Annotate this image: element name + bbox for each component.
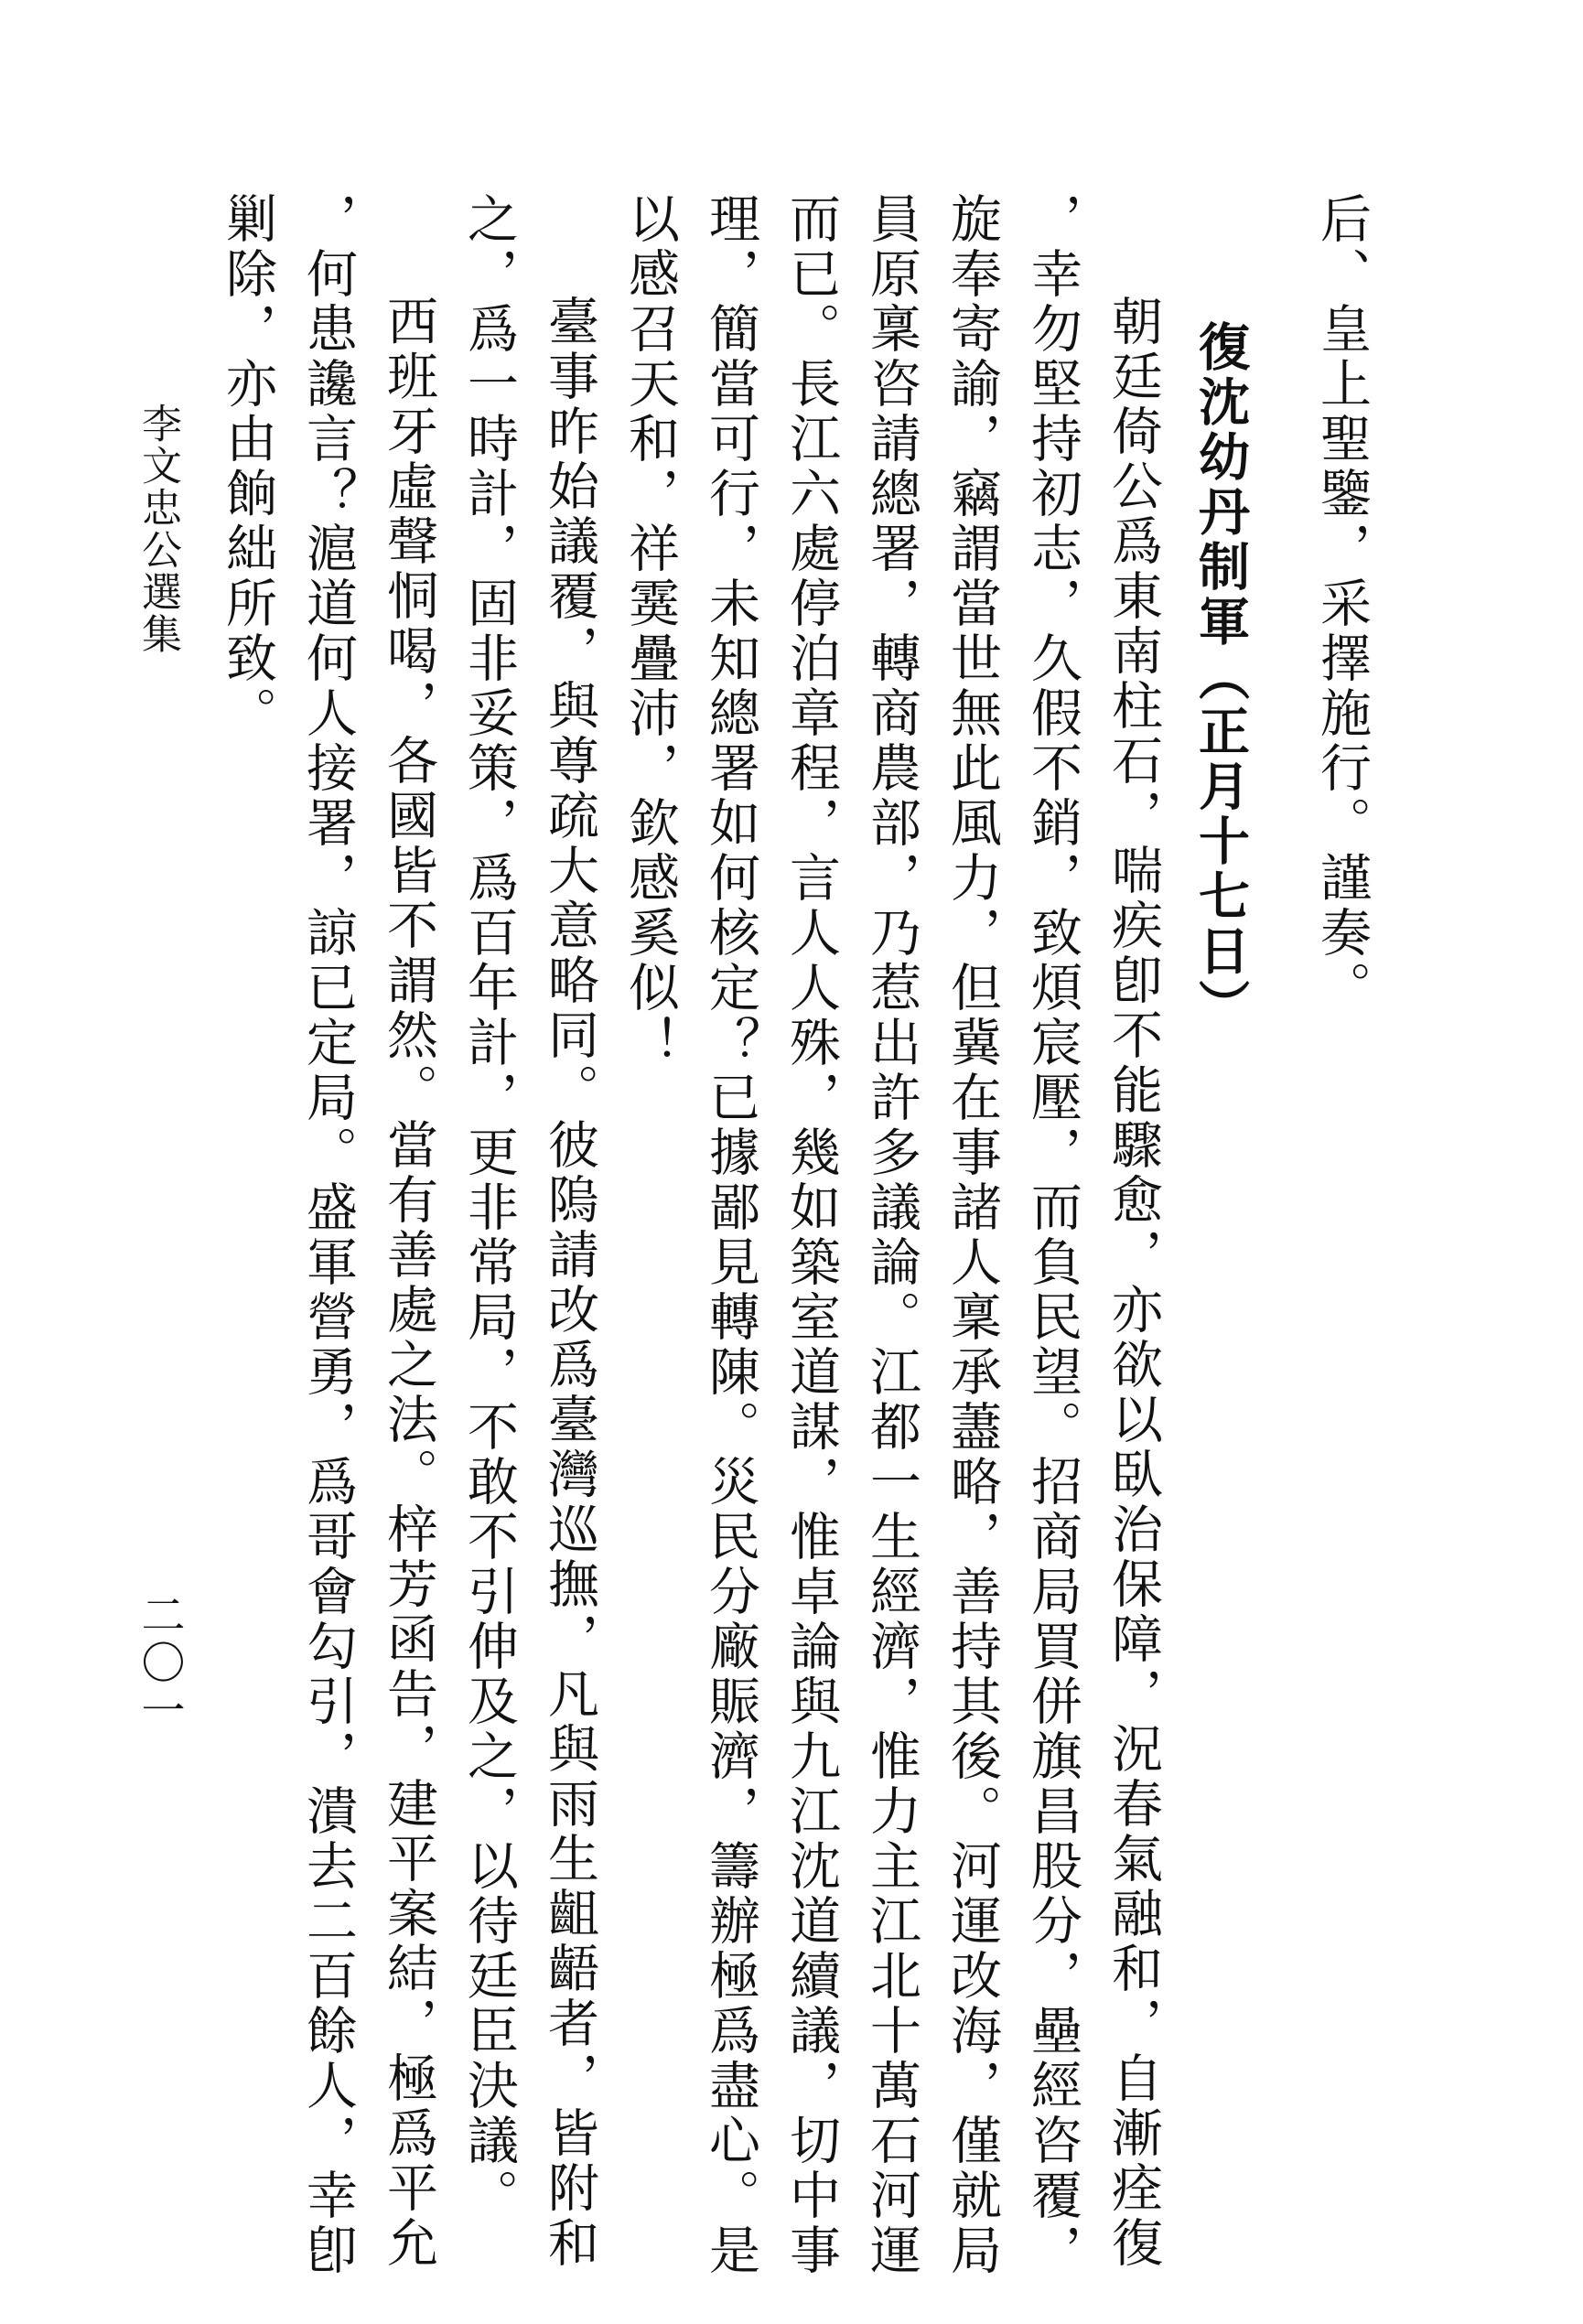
page-number: 二〇一 <box>134 1592 185 1735</box>
text-column-paragraph-start: 朝廷倚公爲東南柱石，喘疾卽不能驟愈，亦欲以臥治保障，況春氣融和，自漸痊復 <box>1104 295 1163 2271</box>
text-column: 理，簡當可行，未知總署如何核定？已據鄙見轉陳。災民分廠賑濟，籌辦極爲盡心。是 <box>701 192 760 2278</box>
text-column: 以感召天和，祥霙疊沛，欽感奚似！ <box>620 192 680 1071</box>
column-gap <box>1268 192 1301 2159</box>
vertical-text-body <box>201 192 1382 2278</box>
text-column: 之，爲一時計，固非妥策，爲百年計，更非常局，不敢不引伸及之，以待廷臣決議。 <box>459 192 519 2223</box>
text-column: 員原稟咨請總署，轉商農部，乃惹出許多議論。江都一生經濟，惟力主江北十萬石河運 <box>862 192 921 2278</box>
letter-title: 復沈幼丹制軍（正月十七日） <box>1190 320 1251 1034</box>
text-column: 剿除，亦由餉絀所致。 <box>218 192 277 741</box>
text-column: ，幸勿堅持初志，久假不銷，致煩宸壓，而負民望。招商局買併旗昌股分，壘經咨覆， <box>1023 192 1082 2278</box>
text-column: 旋奉寄諭，竊謂當世無此風力，但冀在事諸人稟承藎略，善持其後。河運改海，僅就局 <box>942 192 1002 2278</box>
text-column-paragraph-start: 臺事昨始議覆，與尊疏大意略同。彼隖請改爲臺灣巡撫，凡與雨生齟齬者，皆附和 <box>540 295 599 2271</box>
text-column: ，何患讒言？滬道何人接署，諒已定局。盛軍營勇，爲哥會勾引，潰去二百餘人，幸卽 <box>298 192 358 2278</box>
text-column-paragraph-start: 西班牙虛聲恫喝，各國皆不謂然。當有善處之法。梓芳函告，建平案結，極爲平允 <box>379 295 438 2271</box>
running-book-title: 李文忠公選集 <box>135 403 181 655</box>
text-column-continuation: 后、皇上聖鑒，采擇施行。謹奏。 <box>1312 192 1372 1016</box>
text-column: 而已。長江六處停泊章程，言人人殊，幾如築室道謀，惟卓論與九江沈道續議，切中事 <box>781 192 841 2278</box>
